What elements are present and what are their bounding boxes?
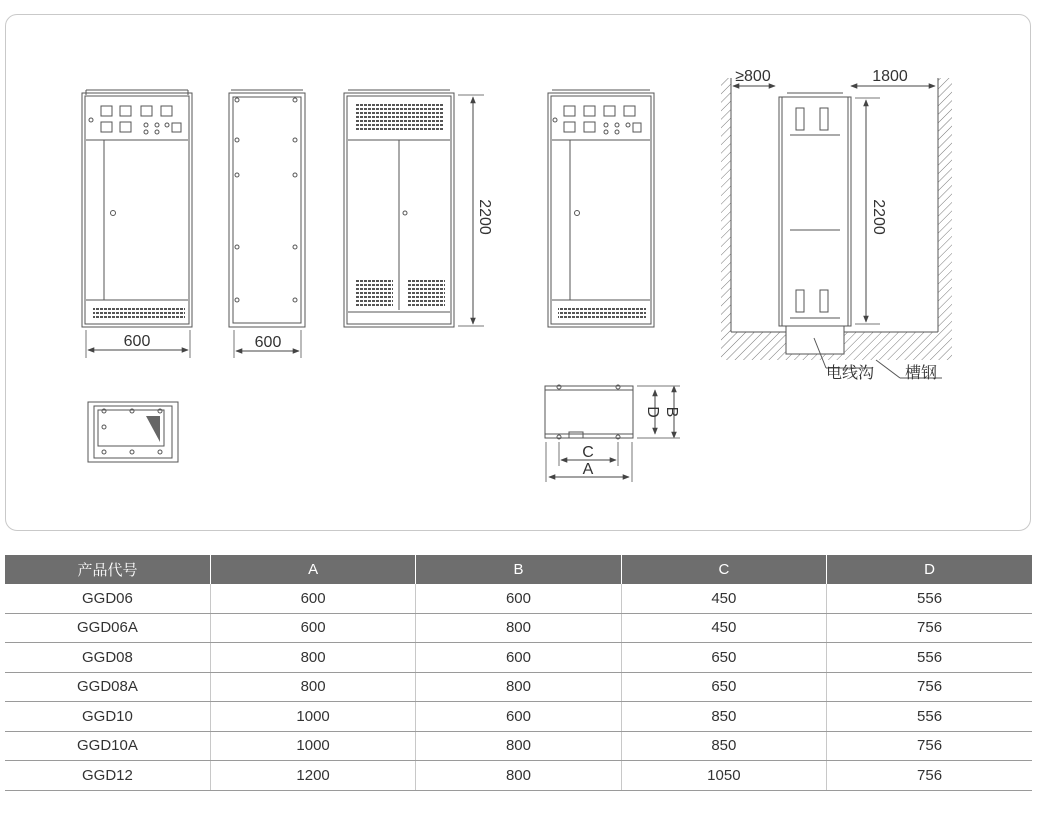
cell-c: 450 xyxy=(621,613,826,643)
cell-c: 450 xyxy=(621,584,826,613)
table-row xyxy=(5,761,1032,791)
cell-a: 600 xyxy=(210,613,415,643)
col-header-a: A xyxy=(210,555,415,584)
cell-b: 800 xyxy=(416,613,621,643)
cell-d: 556 xyxy=(827,643,1032,673)
cell-a: 1200 xyxy=(210,761,415,791)
channel-steel-label: 槽钢 xyxy=(904,365,938,382)
table-row xyxy=(5,702,1032,732)
wall-clearance-dim: ≥800 xyxy=(735,68,771,85)
cell-b: 600 xyxy=(416,584,621,613)
cell-model: GGD08A xyxy=(5,672,210,702)
cell-d: 556 xyxy=(827,584,1032,613)
cell-c: 650 xyxy=(621,672,826,702)
table-row xyxy=(5,643,1032,673)
cell-model: GGD06 xyxy=(5,584,210,613)
base-dim-a: A xyxy=(582,461,594,478)
cell-model: GGD10 xyxy=(5,702,210,732)
installation-section xyxy=(721,78,952,378)
cell-model: GGD10A xyxy=(5,731,210,761)
table-header-row xyxy=(5,555,1032,584)
height-dim: 2200 xyxy=(476,199,493,235)
cell-d: 756 xyxy=(827,672,1032,702)
cell-d: 756 xyxy=(827,761,1032,791)
base-dim-d: D xyxy=(644,406,661,418)
front-view-cabinet xyxy=(82,90,192,327)
cell-d: 756 xyxy=(827,613,1032,643)
cell-d: 556 xyxy=(827,702,1032,732)
table-row xyxy=(5,613,1032,643)
cell-model: GGD06A xyxy=(5,613,210,643)
col-header-d: D xyxy=(827,555,1032,584)
cell-model: GGD12 xyxy=(5,761,210,791)
cell-c: 850 xyxy=(621,731,826,761)
cell-b: 600 xyxy=(416,702,621,732)
table-row xyxy=(5,584,1032,613)
install-height-dim: 2200 xyxy=(870,199,887,235)
top-view-cabinet xyxy=(88,402,178,462)
side-view-cabinet xyxy=(229,90,305,327)
cell-a: 600 xyxy=(210,584,415,613)
cell-b: 800 xyxy=(416,731,621,761)
cell-c: 850 xyxy=(621,702,826,732)
cell-b: 800 xyxy=(416,761,621,791)
cell-a: 1000 xyxy=(210,731,415,761)
cell-c: 1050 xyxy=(621,761,826,791)
side-width-dim: 600 xyxy=(254,334,282,351)
dimension-table xyxy=(5,555,1032,791)
base-plan xyxy=(545,385,633,439)
col-header-b: B xyxy=(416,555,621,584)
front-view-cabinet-2 xyxy=(548,90,654,327)
cell-b: 800 xyxy=(416,672,621,702)
col-header-c: C xyxy=(621,555,826,584)
front-width-dim: 600 xyxy=(123,333,151,350)
cell-d: 756 xyxy=(827,731,1032,761)
cell-a: 800 xyxy=(210,672,415,702)
cable-trench-label: 电线沟 xyxy=(825,365,875,382)
table-row xyxy=(5,672,1032,702)
front-clearance-dim: 1800 xyxy=(872,68,908,85)
rear-view-cabinet xyxy=(344,90,454,327)
cell-b: 600 xyxy=(416,643,621,673)
table-row xyxy=(5,731,1032,761)
cell-a: 800 xyxy=(210,643,415,673)
cell-c: 650 xyxy=(621,643,826,673)
col-header-model: 产品代号 xyxy=(5,555,210,584)
base-dim-b: B xyxy=(663,406,680,418)
base-dim-c: C xyxy=(582,444,594,461)
cell-a: 1000 xyxy=(210,702,415,732)
cell-model: GGD08 xyxy=(5,643,210,673)
